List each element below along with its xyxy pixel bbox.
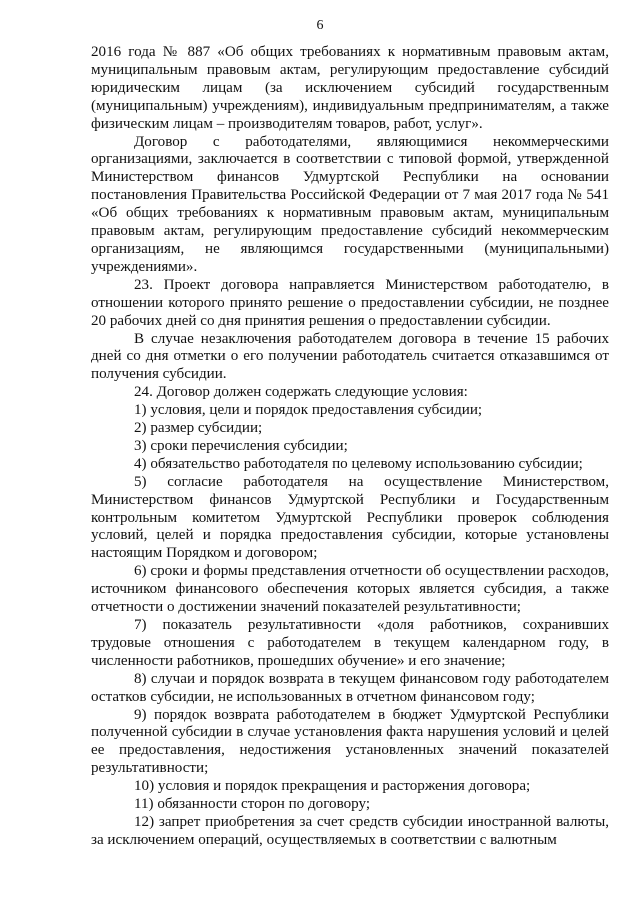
document-body [91,44,609,850]
list-item: 2) размер субсидии; [134,420,263,437]
page-number: 6 [316,18,324,33]
paragraph: В случае незаключения работодателем договора в течение 15 рабочих дней со дня отметки о его получении работодатель считается отказавшимся от получения субсидии. [91,330,609,383]
list-item: 6) сроки и формы представления отчетности об осуществлении расходов, источником финансового обеспечения которых является субсидия, а также отчетности о достижении значений показателей результативности; [91,563,609,616]
paragraph: Договор с работодателями, являющимися некоммерческими организациями, заключается в соответствии с типовой формой, утвержденной Министерством финансов Удмуртской Республики на основании постановления Правительства Российской Федерации от 7 мая 2017 года № 541 «Об общих требованиях к нормативным правовым актам, муниципальным правовым актам, регулирующим предоставление субсидий некоммерческим организациям, не являющимся государственными (муниципальными) учреждениями». [91,133,609,275]
list-item: 3) сроки перечисления субсидии; [134,437,348,454]
list-item: 5) согласие работодателя на осуществление Министерством, Министерством финансов Удмуртской Республики и Государственным контрольным комитетом Удмуртской Республики проверок соблюдения условий, целей и порядка предоставления субсидии, которые установлены настоящим Порядком и договором; [91,473,609,562]
list-item: 1) условия, цели и порядок предоставления субсидии; [134,402,483,419]
list-item: 12) запрет приобретения за счет средств субсидии иностранной валюты, за исключением операций, осуществляемых в соответствии с валютным [91,813,609,848]
list-item: 7) показатель результативности «доля работников, сохранивших трудовые отношения с работодателем в текущем календарном году, в численности работников, прошедших обучение» и его значение; [91,617,609,669]
list-item: 8) случаи и порядок возврата в текущем финансовом году работодателем остатков субсидии, не использованных в отчетном финансовом году; [91,670,609,705]
list-item: 11) обязанности сторон по договору; [134,796,371,813]
list-item: 9) порядок возврата работодателем в бюджет Удмуртской Республики полученной субсидии в случае установления факта нарушения условий и целей ее предоставления, недостижения установленных значений показателей результативности; [91,706,609,777]
paragraph-item-23: 23. Проект договора направляется Министерством работодателю, в отношении которого принято решение о предоставлении субсидии, не позднее 20 рабочих дней со дня принятия решения о предоставлении субсидии. [91,276,609,329]
paragraph: 2016 года № 887 «Об общих требованиях к нормативным правовым актам, муниципальным правовым актам, регулирующим предоставление субсидий юридическим лицам (за исключением субсидий государственным (муниципальным) учреждениям), индивидуальным предпринимателям, а также физическим лицам – производителям товаров, работ, услуг». [91,44,609,132]
paragraph-item-24: 24. Договор должен содержать следующие условия: [134,384,468,401]
list-item: 10) условия и порядок прекращения и расторжения договора; [134,778,531,795]
list-item: 4) обязательство работодателя по целевому использованию субсидии; [134,455,583,472]
